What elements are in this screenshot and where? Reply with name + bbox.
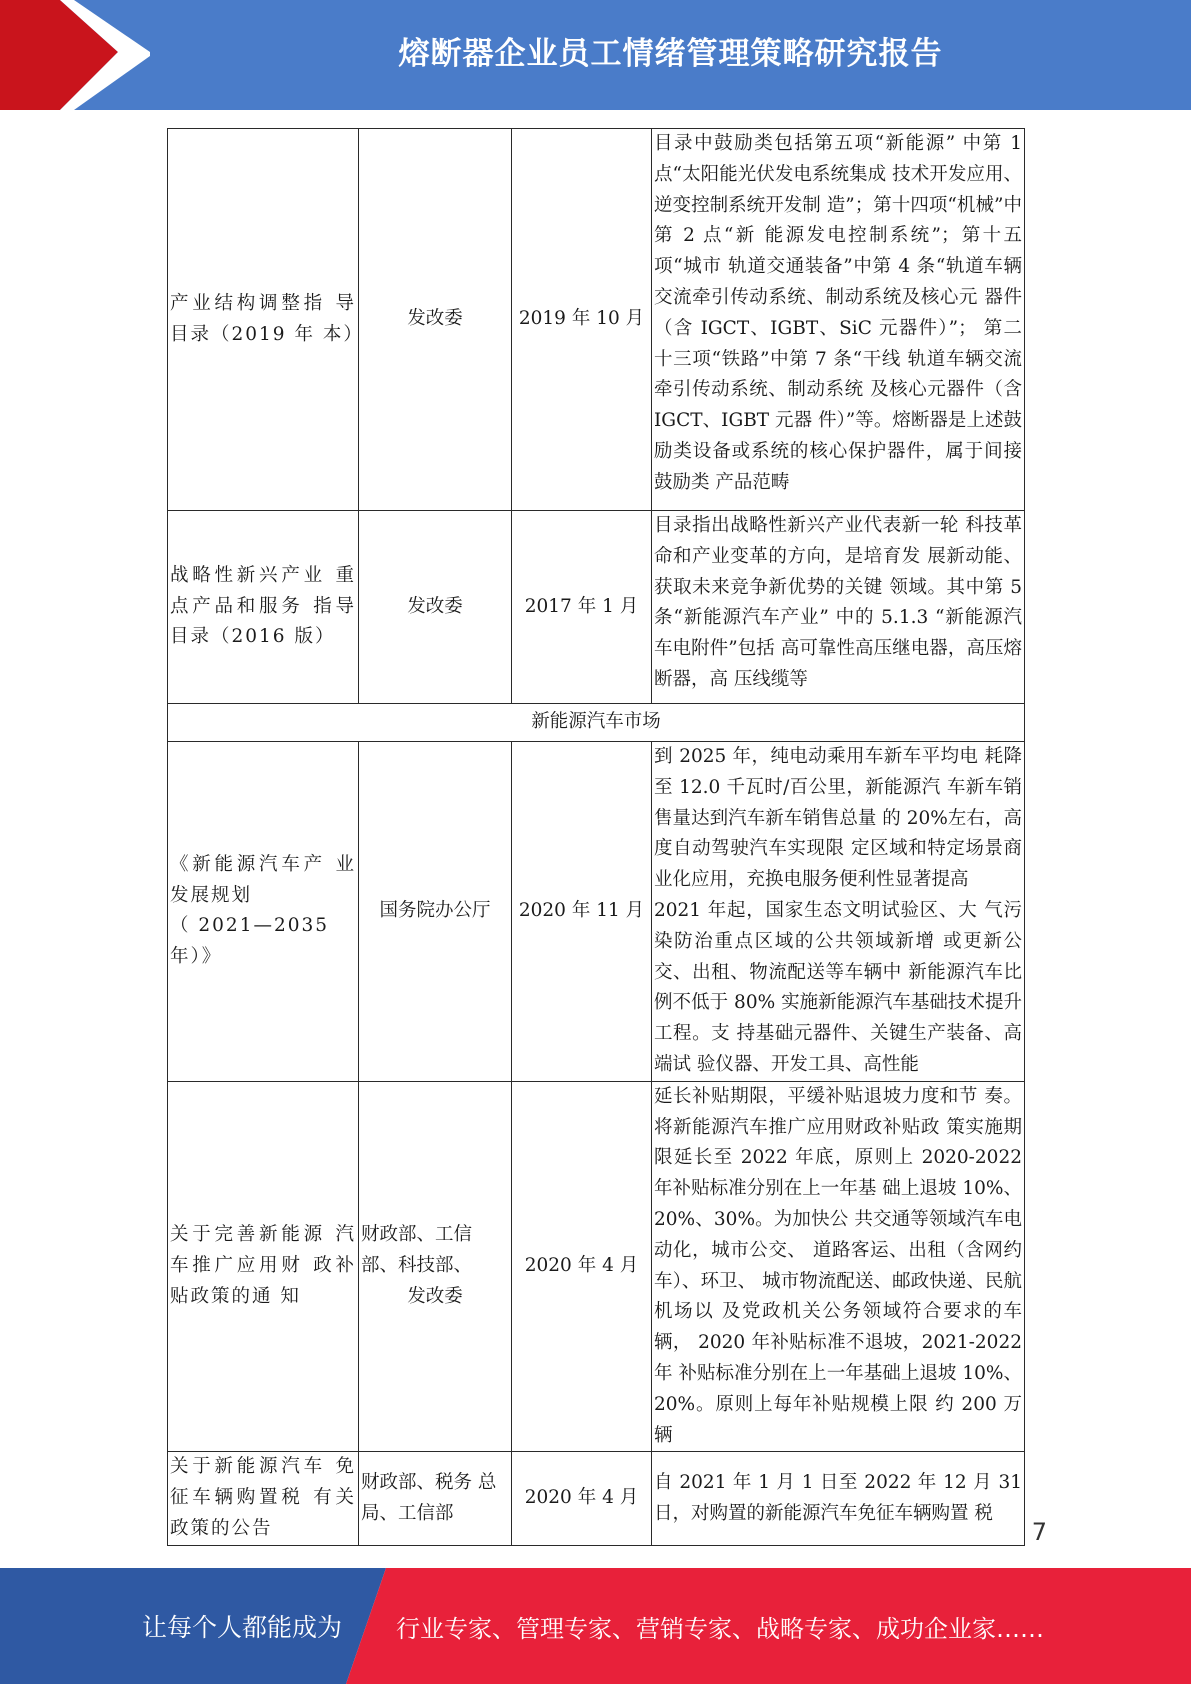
detail-paragraph: 到 2025 年，纯电动乘用车新车平均电 耗降至 12.0 千瓦时/百公里，新能源汽 车新车销售量达到汽车新车销售总量 的 20%左右，高度自动驾驶汽车实现限 定区域和特定场景商业化应用，充换电服务便利性显著提高 <box>654 746 1022 891</box>
date-cell: 2020 年 4 月 <box>512 1081 652 1452</box>
table-row <box>168 1452 1025 1545</box>
department-cell: 发改委 <box>359 129 512 511</box>
department-cell <box>359 1081 512 1452</box>
footer-slogan-left: 让每个人都能成为 <box>142 1613 343 1642</box>
policy-name-cell: 关于新能源汽车 免征车辆购置税 有关政策的公告 <box>168 1452 359 1545</box>
detail-cell: 目录指出战略性新兴产业代表新一轮 科技革命和产业变革的方向，是培育发 展新动能、获取未来竞争新优势的关键 领域。其中第 5 条“新能源汽车产业” 中的 5.1.3 “新能源汽车电附件”包括 高可靠性高压继电器，高压熔断器，高 压线缆等 <box>652 511 1025 704</box>
date-cell: 2020 年 11 月 <box>512 742 652 1082</box>
detail-paragraph: 2021 年起，国家生态文明试验区、大 气污染防治重点区域的公共领域新增 或更新公交、出租、物流配送等车辆中 新能源汽车比例不低于 80% 实施新能源汽车基础技术提升工程。支 持基础元器件、关键生产装备、高端试 验仪器、开发工具、高性能 <box>654 899 1022 1075</box>
policy-name-line: 年）》 <box>170 946 223 968</box>
report-title: 熔断器企业员工情绪管理策略研究报告 <box>398 35 943 72</box>
table-row <box>168 129 1025 511</box>
date-cell: 2019 年 10 月 <box>512 129 652 511</box>
department-line: 财政部、工信 <box>361 1224 473 1246</box>
date-cell: 2017 年 1 月 <box>512 511 652 704</box>
section-title: 新能源汽车市场 <box>168 704 1025 742</box>
department-line: 部、科技部、 <box>361 1255 473 1277</box>
detail-cell: 延长补贴期限，平缓补贴退坡力度和节 奏。将新能源汽车推广应用财政补贴政 策实施期限延长至 2022 年底，原则上 2020-2022 年补贴标准分别在上一年基 础上退坡 10%、20%、30%。为加快公 共交通等领域汽车电动化，城市公交、 道路客运、出租（含网约车）、环卫、 城市物流配送、邮政快递、民航机场以 及党政机关公务领域符合要求的车辆， 2020 年补贴标准不退坡，2021-2022 年 补贴标准分别在上一年基础上退坡 10%、20%。原则上每年补贴规模上限 约 200 万辆 <box>652 1081 1025 1452</box>
policy-name-cell: 产业结构调整指 导目录（2019 年 本） <box>168 129 359 511</box>
table-row <box>168 1081 1025 1452</box>
page-footer <box>0 1568 1191 1684</box>
department-cell: 财政部、税务 总局、工信部 <box>359 1452 512 1545</box>
table-row <box>168 511 1025 704</box>
department-line: 发改委 <box>407 1285 463 1307</box>
department-cell: 发改委 <box>359 511 512 704</box>
policy-name-line: （ 2021—2035 <box>170 915 330 937</box>
header-arrow-decoration <box>0 0 150 110</box>
footer-slogan-right: 行业专家、管理专家、营销专家、战略专家、成功企业家…… <box>396 1614 1044 1643</box>
table-row <box>168 742 1025 1082</box>
detail-cell: 自 2021 年 1 月 1 日至 2022 年 12 月 31 日，对购置的新能源汽车免征车辆购置 税 <box>652 1452 1025 1545</box>
policy-name-cell: 战略性新兴产业 重点产品和服务 指导目录（2016 版） <box>168 511 359 704</box>
policy-table <box>167 128 1025 1546</box>
department-cell: 国务院办公厅 <box>359 742 512 1082</box>
page-header <box>0 0 1191 110</box>
date-cell: 2020 年 4 月 <box>512 1452 652 1545</box>
detail-cell <box>652 742 1025 1082</box>
policy-name-cell: 关于完善新能源 汽车推广应用财 政补贴政策的通 知 <box>168 1081 359 1452</box>
detail-cell: 目录中鼓励类包括第五项“新能源” 中第 1 点“太阳能光伏发电系统集成 技术开发应用、逆变控制系统开发制 造”；第十四项“机械”中第 2 点“新 能源发电控制系统”；第十五项“城市 轨道交通装备”中第 4 条“轨道车辆 交流牵引传动系统、制动系统及核心元 器件（含 IGCT、IGBT、SiC 元器件）”； 第二十三项“铁路”中第 7 条“干线 轨道车辆交流牵引传动系统、制动系统 及核心元器件（含 IGCT、IGBT 元器 件）”等。熔断器是上述鼓励类设备或系统的核心保护器件，属于间接鼓励类 产品范畴 <box>652 129 1025 511</box>
policy-name-line: 《新能源汽车产 业发展规划 <box>170 853 356 906</box>
policy-name-cell <box>168 742 359 1082</box>
page-number: 7 <box>1031 1518 1047 1546</box>
section-header-row <box>168 704 1025 742</box>
